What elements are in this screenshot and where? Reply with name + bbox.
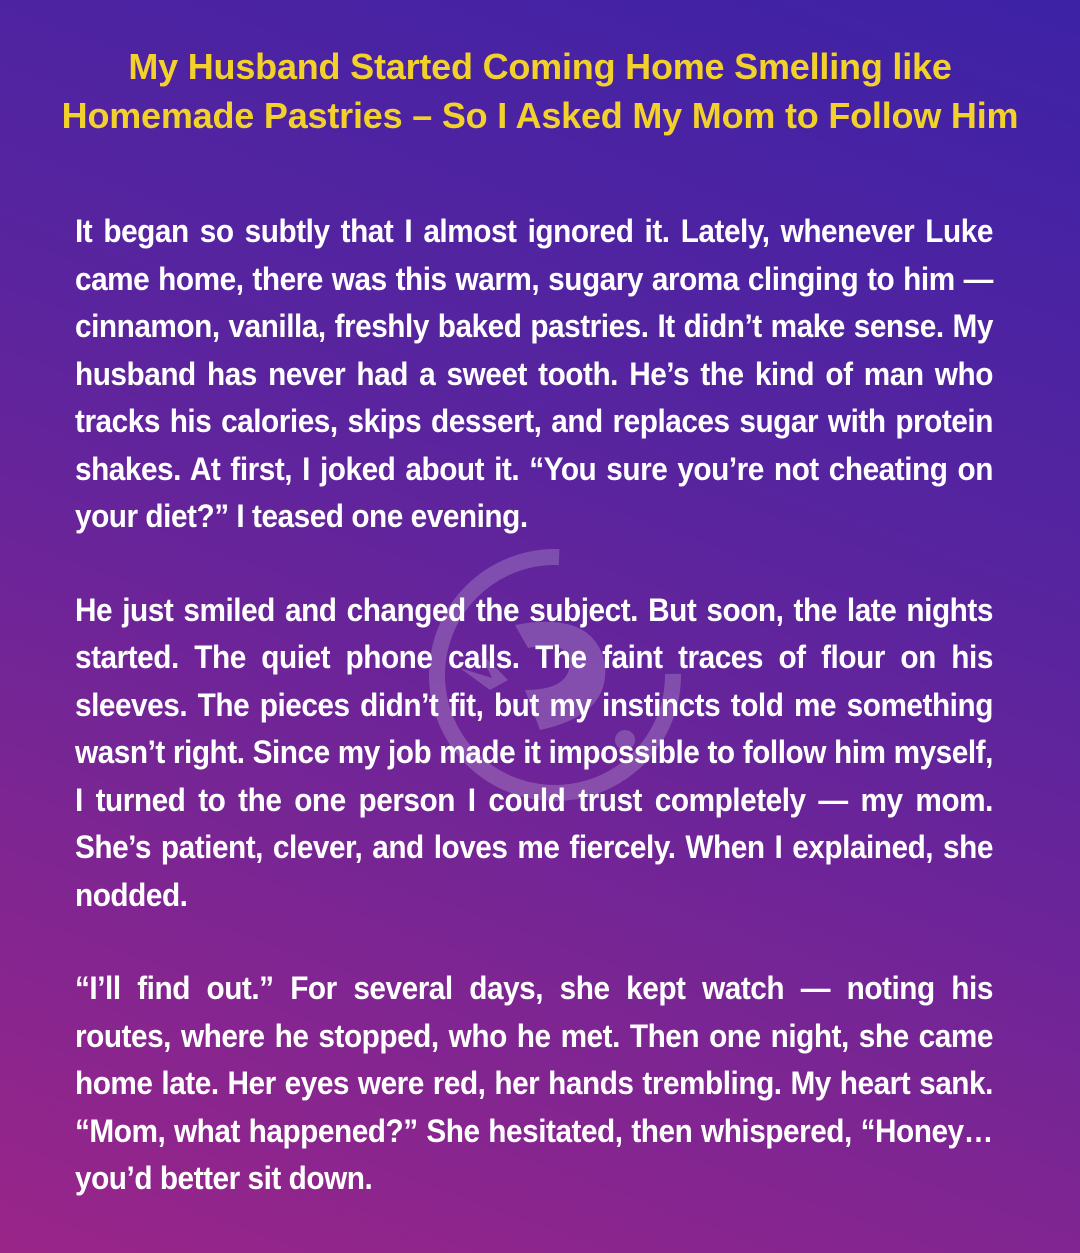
- paragraph-2: He just smiled and changed the subject. But soon, the late nights started. The quiet phone calls. The faint traces of flour on his sleeves. The pieces didn’t fit, but my instincts told me something wasn’t right. Since my job made it impossible to follow him myself, I turned to the one person I could trust completely — my mom. She’s patient, clever, and loves me fiercely. When I explained, she nodded.: [75, 591, 993, 913]
- paragraph-3: “I’ll find out.” For several days, she kept watch — noting his routes, where he stopped, who he met. Then one night, she came home late. Her eyes were red, her hands trembling. My heart sank. “Mom, what happened?” She hesitated, then whispered, “Honey… you’d better sit down.: [75, 970, 993, 1196]
- article-body: [75, 208, 993, 1249]
- article-title: My Husband Started Coming Home Smelling like Homemade Pastries – So I Asked My Mom to Follow Him: [61, 46, 1019, 136]
- paragraph-1: It began so subtly that I almost ignored it. Lately, whenever Luke came home, there was this warm, sugary aroma clinging to him — cinnamon, vanilla, freshly baked pastries. It didn’t make sense. My husband has never had a sweet tooth. He’s the kind of man who tracks his calories, skips dessert, and replaces sugar with protein shakes. At first, I joked about it. “You sure you’re not cheating on your diet?” I teased one evening.: [75, 213, 993, 534]
